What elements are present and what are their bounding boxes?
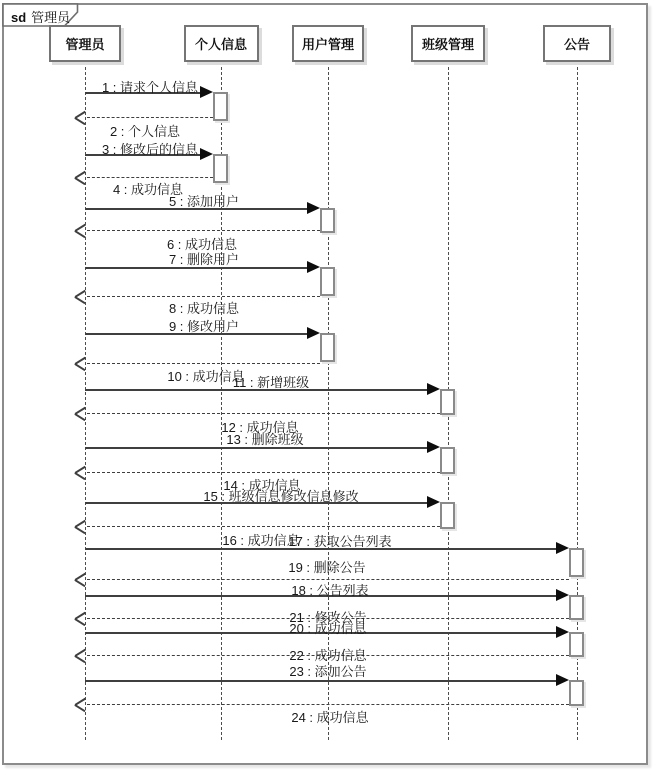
open-arrowhead-icon xyxy=(75,649,87,661)
lifeline-admin xyxy=(85,62,86,740)
lifeline-head-user-mgmt: 用户管理 xyxy=(292,25,364,62)
filled-arrowhead-icon xyxy=(427,496,440,508)
open-arrowhead-icon xyxy=(75,612,87,624)
activation-bar xyxy=(569,548,584,577)
frame-title: 管理员 xyxy=(31,10,71,25)
open-arrowhead-icon xyxy=(75,224,87,236)
filled-arrowhead-icon xyxy=(307,202,320,214)
message-label: 4 : 成功信息 xyxy=(112,182,184,197)
filled-arrowhead-icon xyxy=(427,441,440,453)
message-label: 10 : 成功信息 xyxy=(167,369,245,384)
frame-tag: sd xyxy=(11,10,27,25)
open-arrowhead-icon xyxy=(75,111,87,123)
message-label: 6 : 成功信息 xyxy=(166,237,238,252)
activation-bar xyxy=(440,447,455,474)
lifeline-head-admin: 管理员 xyxy=(49,25,121,62)
activation-bar xyxy=(569,680,584,706)
message-label: 5 : 添加用户 xyxy=(168,194,240,209)
message-label: 9 : 修改用户 xyxy=(168,319,240,334)
open-arrowhead-icon xyxy=(75,466,87,478)
filled-arrowhead-icon xyxy=(556,674,569,686)
filled-arrowhead-icon xyxy=(556,589,569,601)
open-arrowhead-icon xyxy=(75,357,87,369)
message-label: 13 : 删除班级 xyxy=(226,432,304,447)
message-label: 20 : 成功信息 xyxy=(289,621,367,636)
activation-bar xyxy=(440,389,455,415)
open-arrowhead-icon xyxy=(75,171,87,183)
message-label: 16 : 成功信息 xyxy=(222,533,300,548)
message-label: 24 : 成功信息 xyxy=(291,710,369,725)
filled-arrowhead-icon xyxy=(427,383,440,395)
filled-arrowhead-icon xyxy=(556,626,569,638)
open-arrowhead-icon xyxy=(75,698,87,710)
message-label: 21 : 修改公告 xyxy=(289,610,367,625)
message-label: 15 : 班级信息修改信息修改 xyxy=(203,489,359,504)
message-label: 7 : 删除用户 xyxy=(168,252,240,267)
open-arrowhead-icon xyxy=(75,407,87,419)
message-label: 19 : 删除公告 xyxy=(288,560,366,575)
message-label: 14 : 成功信息 xyxy=(223,478,301,493)
filled-arrowhead-icon xyxy=(200,86,213,98)
message-line-dashed xyxy=(87,526,440,527)
message-label: 18 : 公告列表 xyxy=(291,583,369,598)
message-label: 22 : 成功信息 xyxy=(289,648,367,663)
filled-arrowhead-icon xyxy=(200,148,213,160)
message-line-dashed xyxy=(87,177,213,178)
message-line-dashed xyxy=(87,413,440,414)
lifeline-user-mgmt xyxy=(328,62,329,740)
activation-bar xyxy=(320,333,335,362)
message-label: 2 : 个人信息 xyxy=(109,124,181,139)
message-label: 1 : 请求个人信息 xyxy=(101,80,199,95)
message-label: 11 : 新增班级 xyxy=(232,375,310,390)
message-line-dashed xyxy=(87,472,440,473)
message-line-dashed xyxy=(87,704,569,705)
activation-bar xyxy=(213,154,228,183)
message-line-dashed xyxy=(87,230,320,231)
filled-arrowhead-icon xyxy=(307,327,320,339)
filled-arrowhead-icon xyxy=(556,542,569,554)
activation-bar xyxy=(320,208,335,233)
open-arrowhead-icon xyxy=(75,573,87,585)
activation-bar xyxy=(569,632,584,657)
open-arrowhead-icon xyxy=(75,290,87,302)
message-label: 3 : 修改后的信息 xyxy=(101,142,199,157)
message-label: 23 : 添加公告 xyxy=(289,664,367,679)
lifeline-head-class-mgmt: 班级管理 xyxy=(411,25,485,62)
activation-bar xyxy=(213,92,228,121)
lifeline-head-notice: 公告 xyxy=(543,25,611,62)
activation-bar xyxy=(569,595,584,620)
activation-bar xyxy=(320,267,335,296)
message-line-dashed xyxy=(87,363,320,364)
filled-arrowhead-icon xyxy=(307,261,320,273)
message-line-dashed xyxy=(87,117,213,118)
open-arrowhead-icon xyxy=(75,520,87,532)
message-line-solid xyxy=(85,680,556,682)
message-line-dashed xyxy=(87,296,320,297)
lifeline-head-profile: 个人信息 xyxy=(184,25,259,62)
message-label: 8 : 成功信息 xyxy=(168,301,240,316)
frame-tab-label xyxy=(11,7,70,26)
activation-bar xyxy=(440,502,455,529)
message-label: 17 : 获取公告列表 xyxy=(288,534,392,549)
message-label: 12 : 成功信息 xyxy=(221,420,299,435)
